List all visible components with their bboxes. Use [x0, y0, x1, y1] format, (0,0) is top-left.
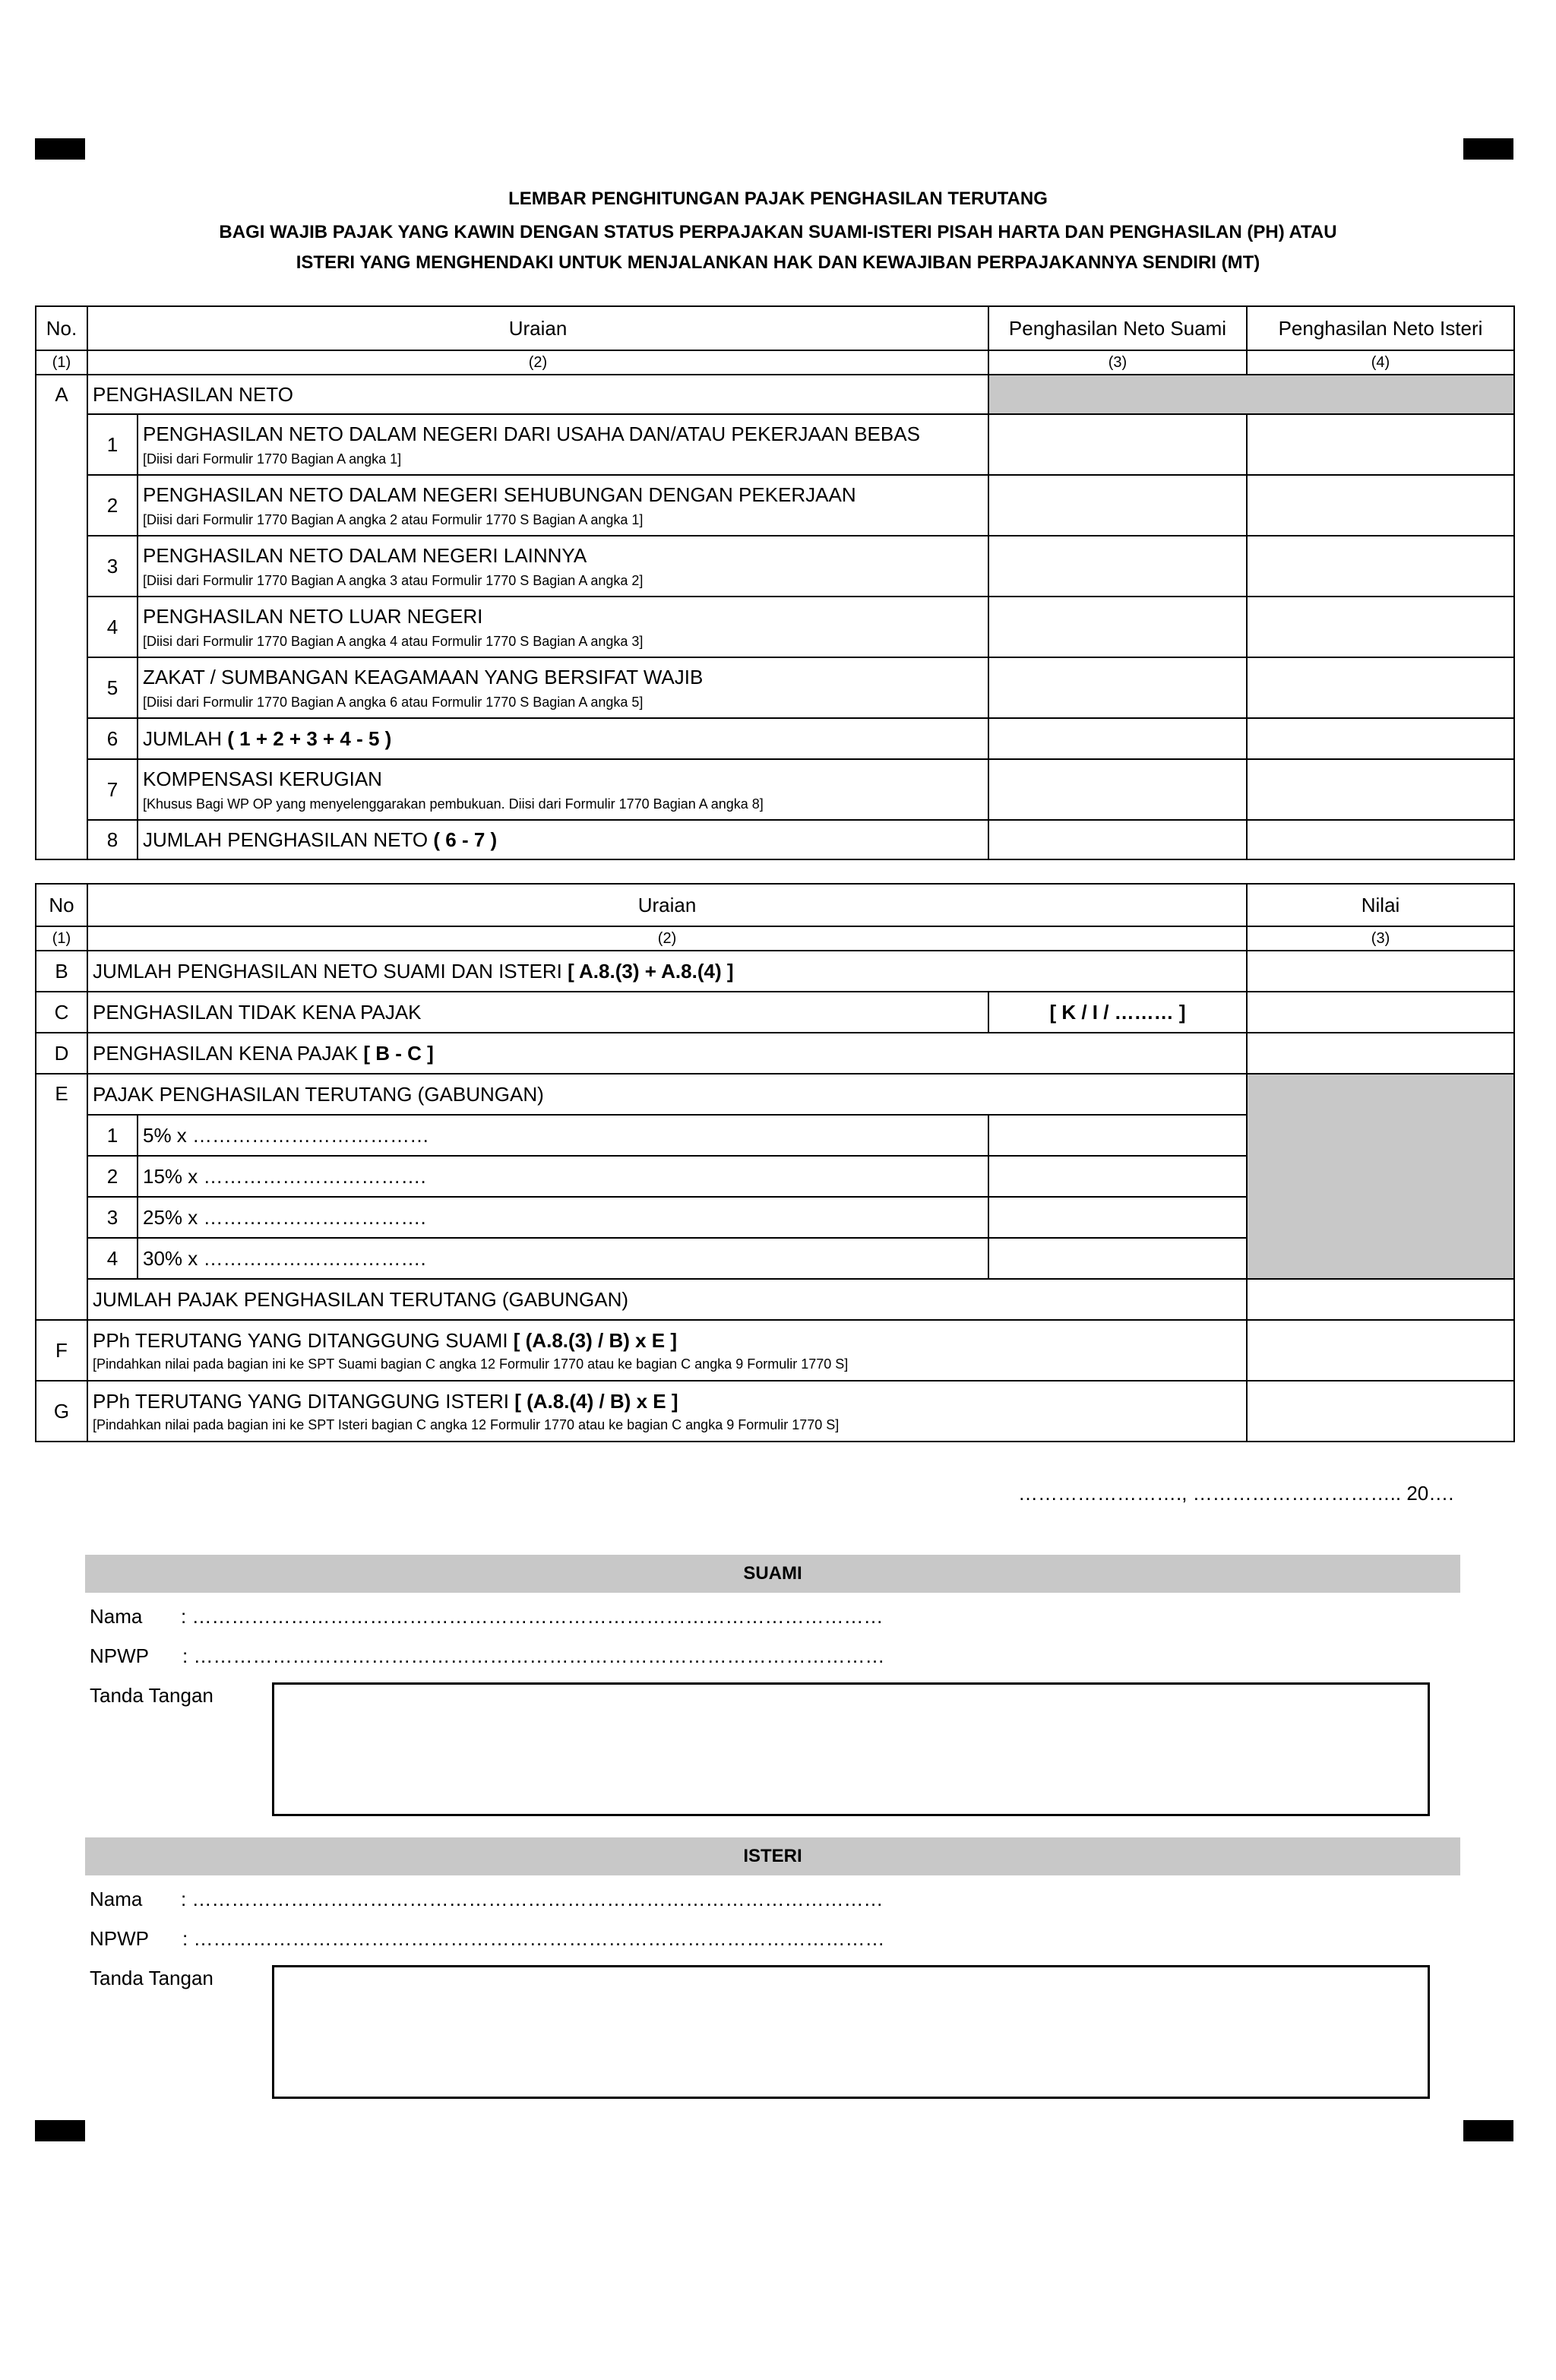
suami-value-field[interactable]	[988, 718, 1247, 759]
col-index-1: (1)	[36, 350, 87, 375]
suami-value-field[interactable]	[988, 414, 1247, 475]
place-date-field[interactable]: ……………………., ………………………….. 20….	[1018, 1482, 1454, 1505]
bracket-value-field[interactable]	[988, 1156, 1247, 1197]
row-label: JUMLAH ( 1 + 2 + 3 + 4 - 5 )	[138, 718, 988, 759]
row-code-d: D	[36, 1033, 87, 1074]
bracket-number: 3	[87, 1197, 138, 1238]
ptkp-status-field[interactable]: [ K / I / ……… ]	[988, 992, 1247, 1033]
row-number: 3	[87, 536, 138, 597]
nilai-field-g[interactable]	[1247, 1381, 1514, 1442]
tax-calculation-table	[35, 883, 1515, 1442]
col-index-1: (1)	[36, 926, 87, 951]
bracket-number: 2	[87, 1156, 138, 1197]
col-header-nilai: Nilai	[1247, 884, 1514, 926]
row-number: 8	[87, 820, 138, 859]
isteri-signature-box[interactable]	[272, 1965, 1430, 2099]
suami-value-field[interactable]	[988, 820, 1247, 859]
row-code-f: F	[36, 1320, 87, 1381]
row-code-b: B	[36, 951, 87, 992]
isteri-value-field[interactable]	[1247, 475, 1514, 536]
registration-mark-bottom-right	[1463, 2120, 1513, 2141]
row-code-g: G	[36, 1381, 87, 1442]
suami-nama-field[interactable]: : ……………………………………………………………………………………………	[181, 1605, 884, 1628]
bracket-number: 4	[87, 1238, 138, 1279]
nilai-field-f[interactable]	[1247, 1320, 1514, 1381]
bracket-value-field[interactable]	[988, 1197, 1247, 1238]
isteri-section-header: ISTERI	[85, 1837, 1460, 1875]
registration-mark-bottom-left	[35, 2120, 85, 2141]
suami-nama-label: Nama	[90, 1605, 143, 1628]
suami-value-field[interactable]	[988, 475, 1247, 536]
shaded-cell	[1247, 1074, 1514, 1279]
isteri-value-field[interactable]	[1247, 657, 1514, 718]
col-header-suami: Penghasilan Neto Suami	[988, 306, 1247, 350]
registration-mark-top-left	[35, 138, 85, 160]
form-subtitle-1: BAGI WAJIB PAJAK YANG KAWIN DENGAN STATUS PERPAJAKAN SUAMI-ISTERI PISAH HARTA DAN PENGHASILAN (PH) ATAU	[219, 222, 1337, 242]
row-label: KOMPENSASI KERUGIAN [Khusus Bagi WP OP yang menyelenggarakan pembukuan. Diisi dari Formulir 1770 Bagian A angka 8]	[138, 759, 988, 820]
nilai-field-e[interactable]	[1247, 1279, 1514, 1320]
row-number: 5	[87, 657, 138, 718]
col-header-uraian: Uraian	[87, 306, 988, 350]
shaded-cell	[988, 375, 1514, 414]
bracket-value-field[interactable]	[988, 1238, 1247, 1279]
row-code-e: E	[36, 1074, 87, 1320]
col-index-2: (2)	[87, 350, 988, 375]
bracket-value-field[interactable]	[988, 1115, 1247, 1156]
row-number: 4	[87, 597, 138, 657]
form-title: LEMBAR PENGHITUNGAN PAJAK PENGHASILAN TERUTANG	[508, 188, 1048, 209]
row-label: PENGHASILAN NETO DALAM NEGERI LAINNYA [Diisi dari Formulir 1770 Bagian A angka 3 atau Formulir 1770 S Bagian A angka 2]	[138, 536, 988, 597]
col-header-uraian: Uraian	[87, 884, 1247, 926]
registration-mark-top-right	[1463, 138, 1513, 160]
nilai-field-c[interactable]	[1247, 992, 1514, 1033]
row-label-g: PPh TERUTANG YANG DITANGGUNG ISTERI [ (A.8.(4) / B) x E ] [Pindahkan nilai pada bagian ini ke SPT Isteri bagian C angka 12 Formulir 1770 atau ke bagian C angka 9 Formulir 1770 S]	[87, 1381, 1247, 1442]
bracket-label: 5% x ………………………………	[138, 1115, 988, 1156]
row-label-e-total: JUMLAH PAJAK PENGHASILAN TERUTANG (GABUNGAN)	[87, 1279, 1247, 1320]
neto-income-table	[35, 305, 1515, 860]
isteri-value-field[interactable]	[1247, 718, 1514, 759]
suami-value-field[interactable]	[988, 597, 1247, 657]
bracket-label: 15% x …………………………….	[138, 1156, 988, 1197]
col-index-2: (2)	[87, 926, 1247, 951]
suami-value-field[interactable]	[988, 759, 1247, 820]
isteri-npwp-field[interactable]: : ……………………………………………………………………………………………	[182, 1927, 885, 1950]
suami-value-field[interactable]	[988, 536, 1247, 597]
isteri-npwp-label: NPWP	[90, 1927, 149, 1950]
col-index-3: (3)	[1247, 926, 1514, 951]
section-code-a: A	[36, 375, 87, 859]
row-label: PENGHASILAN NETO DALAM NEGERI SEHUBUNGAN DENGAN PEKERJAAN [Diisi dari Formulir 1770 Bagian A angka 2 atau Formulir 1770 S Bagian A angka 1]	[138, 475, 988, 536]
isteri-value-field[interactable]	[1247, 414, 1514, 475]
suami-section-header: SUAMI	[85, 1555, 1460, 1593]
suami-value-field[interactable]	[988, 657, 1247, 718]
form-subtitle-2: ISTERI YANG MENGHENDAKI UNTUK MENJALANKAN HAK DAN KEWAJIBAN PERPAJAKANNYA SENDIRI (MT)	[296, 252, 1260, 273]
suami-npwp-field[interactable]: : ……………………………………………………………………………………………	[182, 1644, 885, 1667]
row-code-c: C	[36, 992, 87, 1033]
col-header-no: No.	[36, 306, 87, 350]
row-number: 6	[87, 718, 138, 759]
bracket-label: 25% x …………………………….	[138, 1197, 988, 1238]
nilai-field-b[interactable]	[1247, 951, 1514, 992]
isteri-value-field[interactable]	[1247, 759, 1514, 820]
bracket-number: 1	[87, 1115, 138, 1156]
row-number: 7	[87, 759, 138, 820]
row-label: JUMLAH PENGHASILAN NETO ( 6 - 7 )	[138, 820, 988, 859]
row-number: 1	[87, 414, 138, 475]
suami-signature-box[interactable]	[272, 1682, 1430, 1816]
row-label: ZAKAT / SUMBANGAN KEAGAMAAN YANG BERSIFAT WAJIB [Diisi dari Formulir 1770 Bagian A angka 6 atau Formulir 1770 S Bagian A angka 5]	[138, 657, 988, 718]
nilai-field-d[interactable]	[1247, 1033, 1514, 1074]
isteri-signature-label: Tanda Tangan	[90, 1967, 213, 1989]
section-title-a: PENGHASILAN NETO	[87, 375, 988, 414]
col-index-3: (3)	[988, 350, 1247, 375]
row-label: PENGHASILAN NETO DALAM NEGERI DARI USAHA DAN/ATAU PEKERJAAN BEBAS [Diisi dari Formulir 1770 Bagian A angka 1]	[138, 414, 988, 475]
row-label-e: PAJAK PENGHASILAN TERUTANG (GABUNGAN)	[87, 1074, 1247, 1115]
bracket-label: 30% x …………………………….	[138, 1238, 988, 1279]
isteri-nama-field[interactable]: : ……………………………………………………………………………………………	[181, 1888, 884, 1910]
isteri-value-field[interactable]	[1247, 597, 1514, 657]
suami-npwp-label: NPWP	[90, 1644, 149, 1667]
row-label: PENGHASILAN NETO LUAR NEGERI [Diisi dari Formulir 1770 Bagian A angka 4 atau Formulir 1770 S Bagian A angka 3]	[138, 597, 988, 657]
row-label-c: PENGHASILAN TIDAK KENA PAJAK	[87, 992, 988, 1033]
isteri-value-field[interactable]	[1247, 820, 1514, 859]
row-label-d: PENGHASILAN KENA PAJAK [ B - C ]	[87, 1033, 1247, 1074]
row-label-f: PPh TERUTANG YANG DITANGGUNG SUAMI [ (A.8.(3) / B) x E ] [Pindahkan nilai pada bagian ini ke SPT Suami bagian C angka 12 Formulir 1770 atau ke bagian C angka 9 Formulir 1770 S]	[87, 1320, 1247, 1381]
isteri-value-field[interactable]	[1247, 536, 1514, 597]
col-index-4: (4)	[1247, 350, 1514, 375]
suami-signature-label: Tanda Tangan	[90, 1684, 213, 1707]
col-header-isteri: Penghasilan Neto Isteri	[1247, 306, 1514, 350]
col-header-no: No	[36, 884, 87, 926]
row-label-b: JUMLAH PENGHASILAN NETO SUAMI DAN ISTERI [ A.8.(3) + A.8.(4) ]	[87, 951, 1247, 992]
isteri-nama-label: Nama	[90, 1888, 143, 1910]
row-number: 2	[87, 475, 138, 536]
